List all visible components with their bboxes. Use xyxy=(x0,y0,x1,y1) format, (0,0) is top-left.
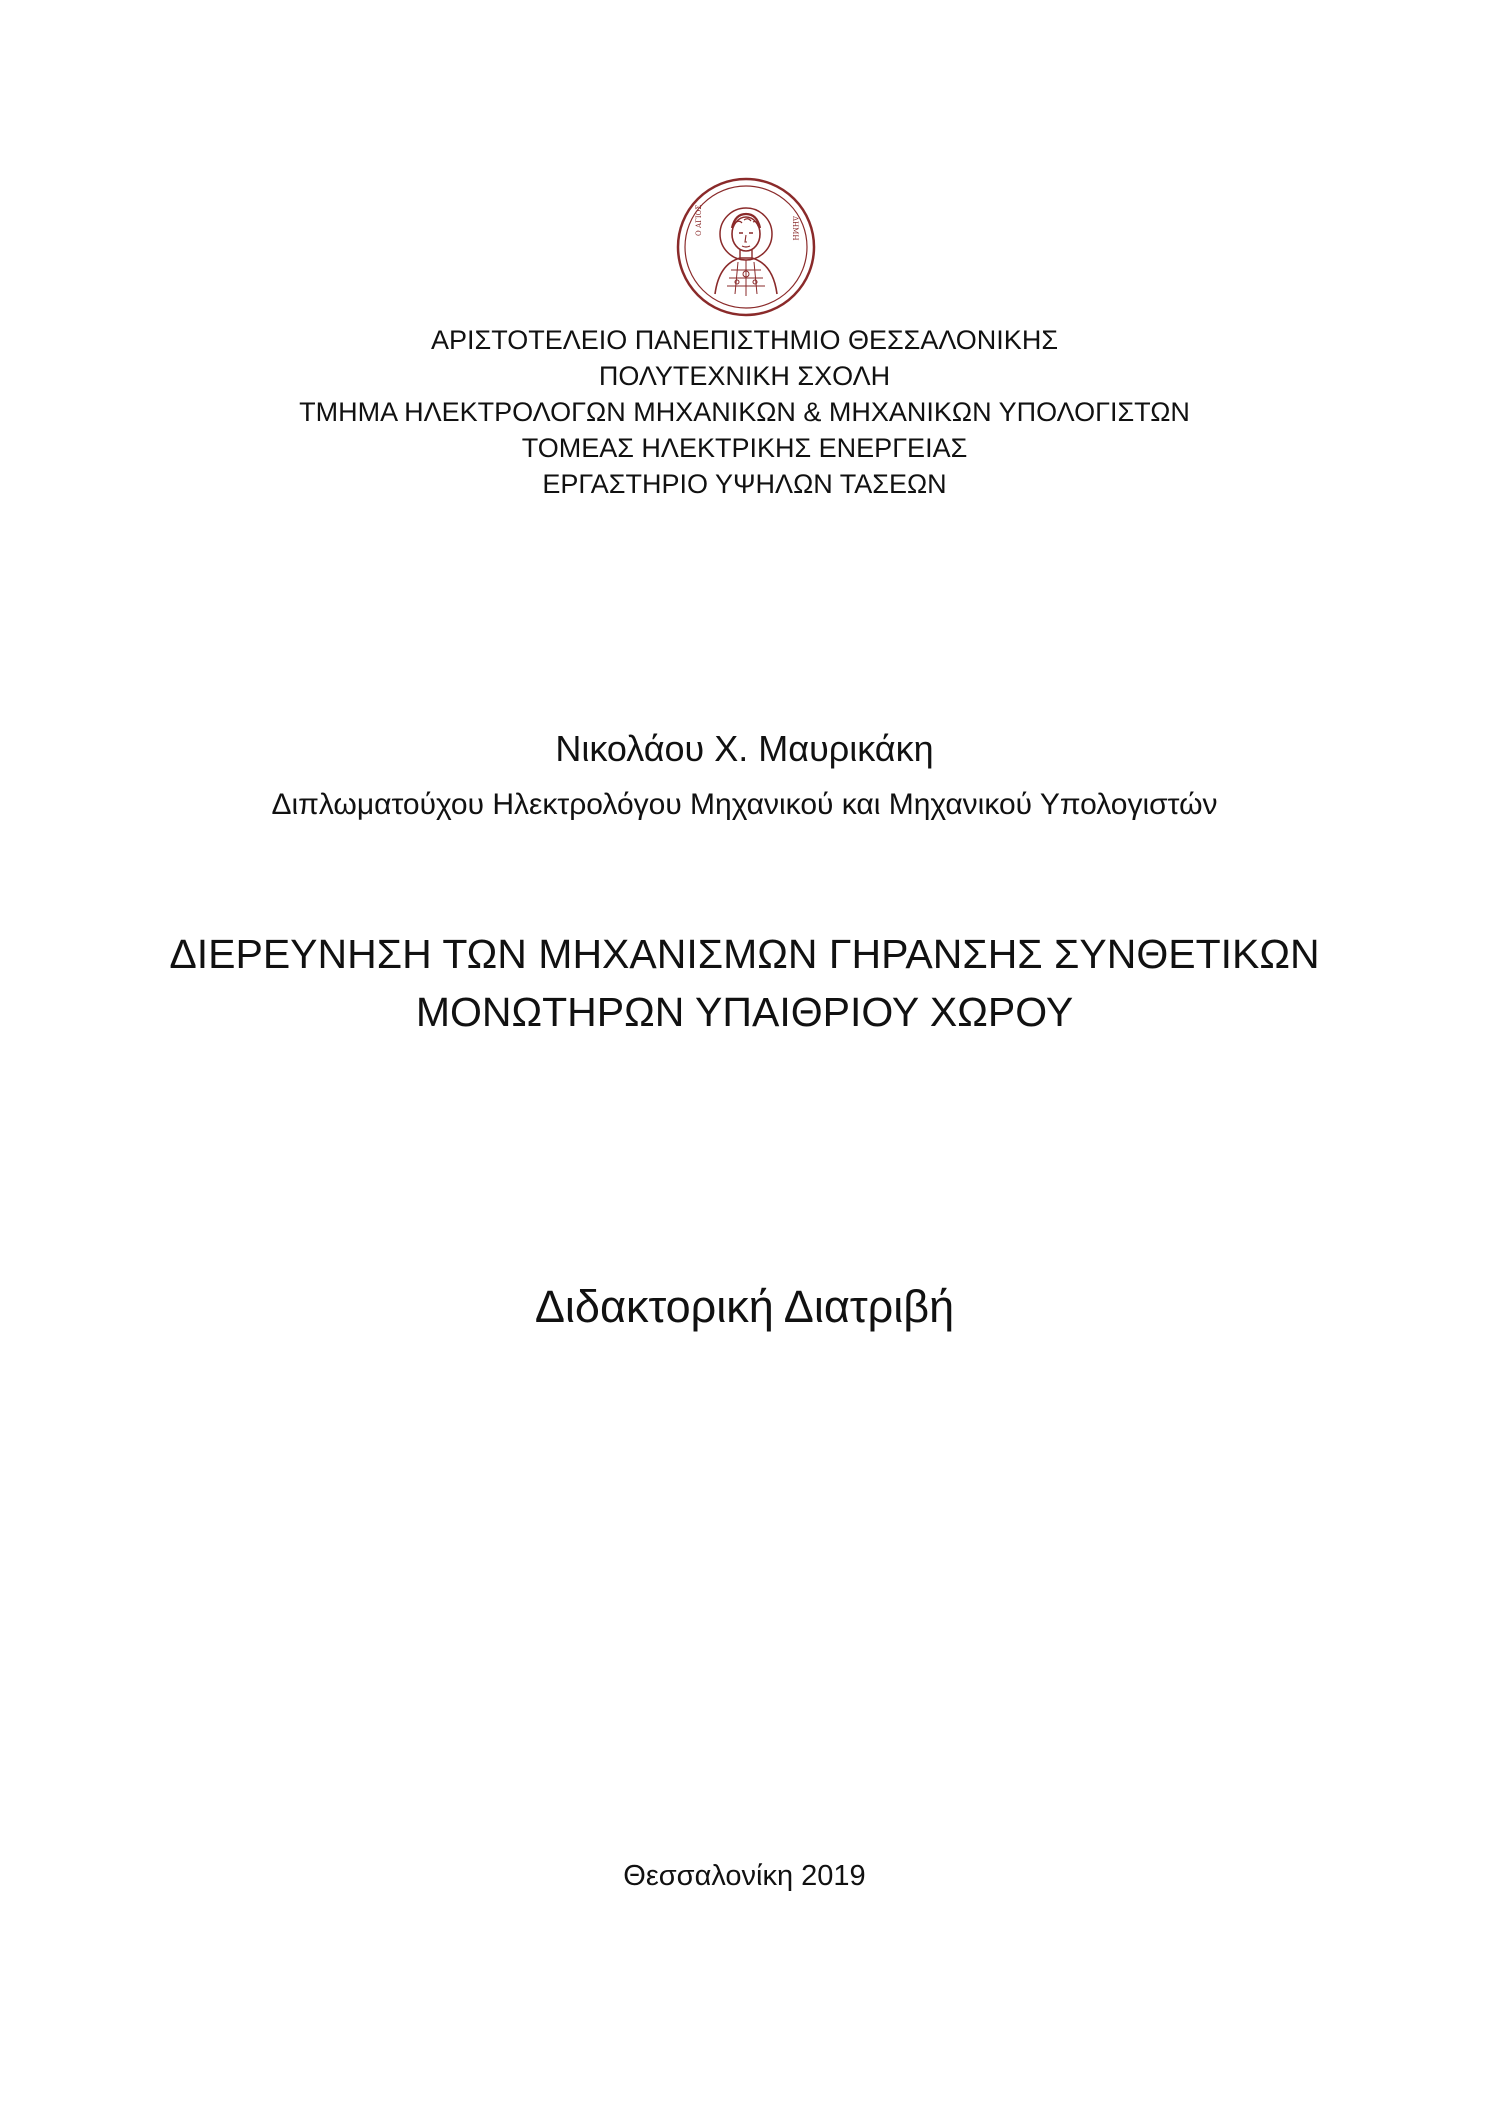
seal-lettering-left: Ο ΑΓΙΟΣ xyxy=(695,204,703,236)
author-degree: Διπλωματούχου Ηλεκτρολόγου Μηχανικού και Μηχανικού Υπολογιστών xyxy=(271,788,1218,821)
place-year: Θεσσαλονίκη 2019 xyxy=(623,1860,866,1892)
institution-line: ΠΟΛΥΤΕΧΝΙΚΗ ΣΧΟΛΗ xyxy=(598,361,891,391)
seal-lettering-right: ΔΗΜΗ xyxy=(791,216,799,241)
thesis-type: Διδακτορική Διατριβή xyxy=(534,1281,955,1332)
institution-line: ΤΜΗΜΑ ΗΛΕΚΤΡΟΛΟΓΩΝ ΜΗΧΑΝΙΚΩΝ & ΜΗΧΑΝΙΚΩΝ ΥΠΟΛΟΓΙΣΤΩΝ xyxy=(299,397,1190,427)
institution-line: ΤΟΜΕΑΣ ΗΛΕΚΤΡΙΚΗΣ ΕΝΕΡΓΕΙΑΣ xyxy=(521,433,968,463)
thesis-title-line: ΜΟΝΩΤΗΡΩΝ ΥΠΑΙΘΡΙΟΥ ΧΩΡΟΥ xyxy=(415,989,1074,1035)
university-seal-icon xyxy=(675,176,817,318)
author-name: Νικολάου Χ. Μαυρικάκη xyxy=(555,728,934,769)
institution-line: ΑΡΙΣΤΟΤΕΛΕΙΟ ΠΑΝΕΠΙΣΤΗΜΙΟ ΘΕΣΣΑΛΟΝΙΚΗΣ xyxy=(430,325,1059,355)
thesis-title-line: ΔΙΕΡΕΥΝΗΣΗ ΤΩΝ ΜΗΧΑΝΙΣΜΩΝ ΓΗΡΑΝΣΗΣ ΣΥΝΘΕΤΙΚΩΝ xyxy=(169,931,1320,977)
thesis-title xyxy=(0,925,1489,1041)
institution-line: ΕΡΓΑΣΤΗΡΙΟ ΥΨΗΛΩΝ ΤΑΣΕΩΝ xyxy=(542,469,947,499)
institution-block xyxy=(0,322,1489,502)
